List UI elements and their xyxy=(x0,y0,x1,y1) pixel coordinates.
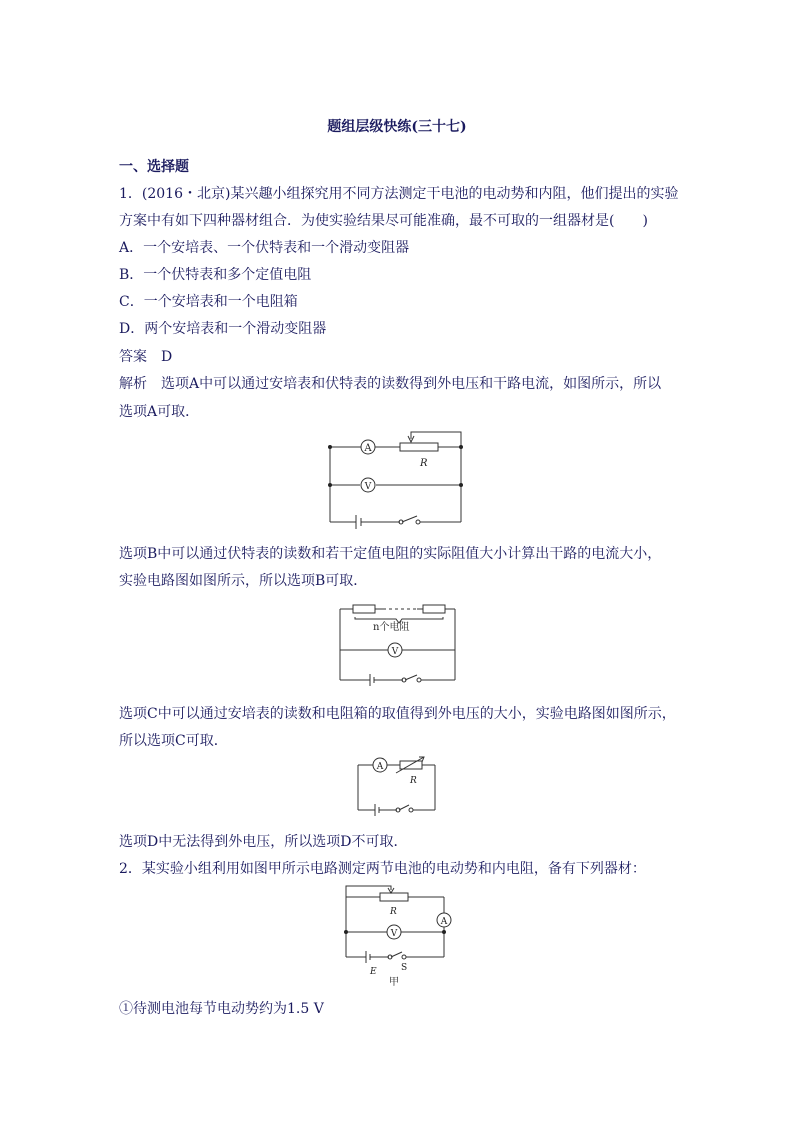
q1-option-d: D．两个安培表和一个滑动变阻器 xyxy=(119,321,327,337)
q1-analysis-d: 选项D中无法得到外电压，所以选项D不可取． xyxy=(119,834,408,850)
circuit-diagram-jia xyxy=(340,882,455,987)
voltmeter-label: V xyxy=(364,482,372,492)
q1-option-a: A．一个安培表、一个伏特表和一个滑动变阻器 xyxy=(119,240,410,256)
resistor-label: R xyxy=(420,458,428,469)
page-title: 题组层级快练(三十七) xyxy=(327,119,467,135)
emf-label: E xyxy=(370,967,377,977)
voltmeter-icon xyxy=(361,478,375,492)
resistor-label: R xyxy=(390,907,397,917)
q1-analysis-c-line2: 所以选项C可取． xyxy=(119,733,228,749)
voltmeter-label: V xyxy=(390,929,398,939)
q1-analysis-b-line1: 选项B中可以通过伏特表的读数和若干定值电阻的实际阻值大小计算出干路的电流大小， xyxy=(119,546,662,562)
resistor-label: R xyxy=(410,776,417,786)
circuit-diagram-a xyxy=(320,425,470,530)
q1-answer: 答案 D xyxy=(119,349,173,365)
q1-stem-line2: 方案中有如下四种器材组合．为使实验结果尽可能准确，最不可取的一组器材是( ) xyxy=(119,213,648,229)
ammeter-icon xyxy=(437,913,451,927)
circuit-diagram-b xyxy=(335,597,465,689)
q1-analysis-a-line2: 选项A可取． xyxy=(119,404,200,420)
q1-option-b: B．一个伏特表和多个定值电阻 xyxy=(119,267,312,283)
voltmeter-icon xyxy=(387,925,401,939)
q1-option-c: C．一个安培表和一个电阻箱 xyxy=(119,294,298,310)
q1-stem-line1: 1．(2016・北京)某兴趣小组探究用不同方法测定干电池的电动势和内阻，他们提出的实验 xyxy=(119,186,679,202)
q2-item1: ①待测电池每节电动势约为1.5 V xyxy=(119,1001,324,1017)
n-resistors-label: n个电阻 xyxy=(373,622,410,633)
q1-analysis-c-line1: 选项C中可以通过安培表的读数和电阻箱的取值得到外电压的大小，实验电路图如图所示， xyxy=(119,706,676,722)
circuit-diagram-c xyxy=(350,756,445,816)
voltmeter-icon xyxy=(388,643,402,657)
q1-analysis-a-line1: 解析 选项A中可以通过安培表和伏特表的读数得到外电压和干路电流，如图所示，所以 xyxy=(119,376,662,392)
figure-caption: 甲 xyxy=(389,977,399,988)
ammeter-label: A xyxy=(440,917,448,927)
voltmeter-label: V xyxy=(391,647,399,657)
q2-stem-line1: 2．某实验小组利用如图甲所示电路测定两节电池的电动势和内电阻，备有下列器材： xyxy=(119,861,646,877)
ammeter-icon xyxy=(361,440,375,454)
ammeter-label: A xyxy=(364,443,372,454)
ammeter-icon xyxy=(373,758,387,772)
switch-label: S xyxy=(401,963,408,973)
section-heading: 一、选择题 xyxy=(119,159,189,175)
ammeter-label: A xyxy=(376,762,384,772)
q1-analysis-b-line2: 实验电路图如图所示，所以选项B可取． xyxy=(119,573,368,589)
